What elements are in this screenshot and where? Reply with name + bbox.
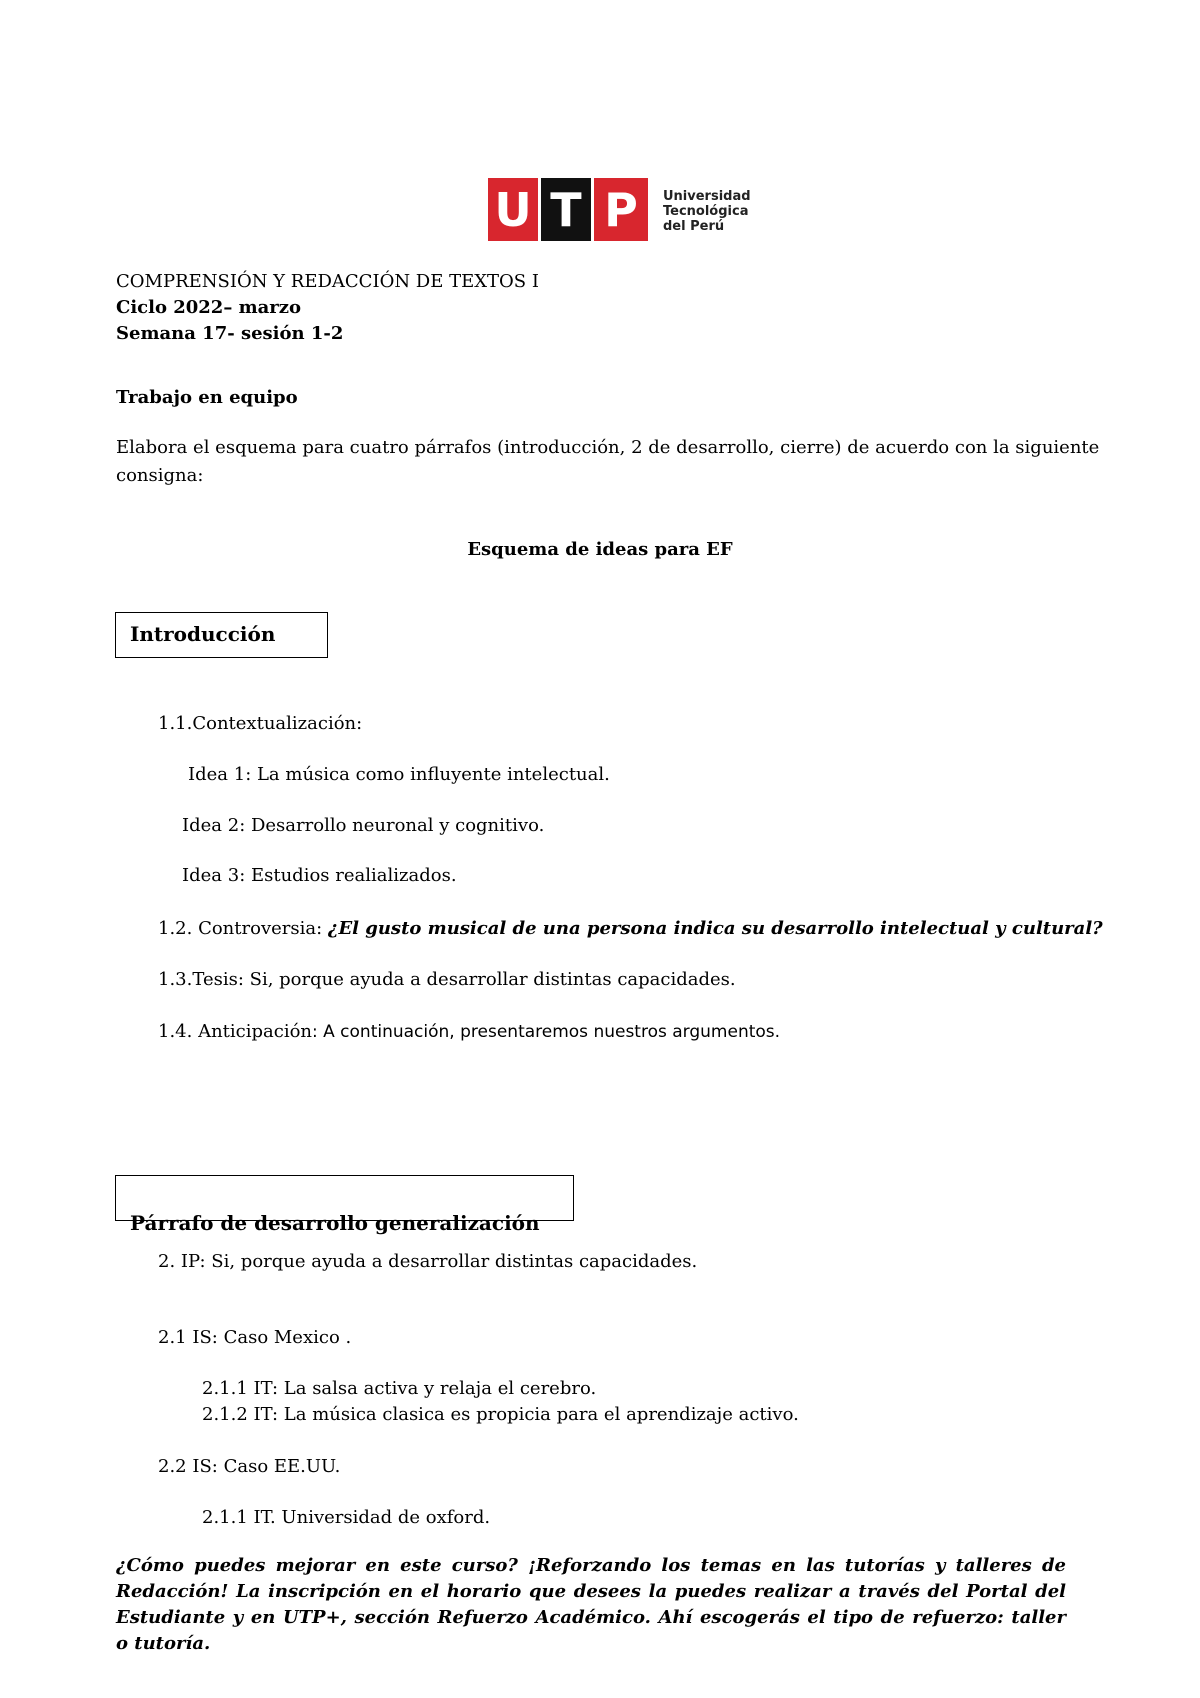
main-idea-line: 2. IP: Si, porque ayuda a desarrollar distintas capacidades. (158, 1251, 698, 1272)
controversy-question: ¿El gusto musical de una persona indica su desarrollo intelectual y cultural? (327, 918, 1103, 939)
footer-note: ¿Cómo puedes mejorar en este curso? ¡Reforzando los temas en las tutorías y talleres de Redacción! La inscripción en el horario que desees la puedes realizar a través del Portal del Estudiante y en UTP+, sección Refuerzo Académico. Ahí escogerás el tipo de refuerzo: taller o tutoría. (116, 1555, 1066, 1654)
tertiary-idea-3: 2.1.1 IT. Universidad de oxford. (202, 1507, 491, 1528)
idea-2: Idea 2: Desarrollo neuronal y cognitivo. (182, 815, 545, 836)
logo-block-p (594, 178, 648, 241)
utp-logo (488, 178, 751, 244)
contextualization-label: 1.1.Contextualización: (158, 713, 363, 734)
logo-letter-u: U (494, 183, 532, 237)
logo-block-u (488, 178, 538, 241)
intro-box-label: Introducción (130, 622, 276, 646)
course-title: COMPRENSIÓN Y REDACCIÓN DE TEXTOS I (116, 271, 539, 292)
week-label: Semana 17- sesión 1-2 (116, 323, 344, 344)
logo-letter-t: T (550, 183, 582, 237)
cycle-label: Ciclo 2022– marzo (116, 297, 302, 318)
controversy-line (158, 917, 1103, 941)
idea-1: Idea 1: La música como influyente intelectual. (188, 764, 610, 785)
logo-name-line-1: Universidad (663, 189, 751, 204)
secondary-idea-1: 2.1 IS: Caso Mexico . (158, 1327, 352, 1348)
instruction-line-1: Elabora el esquema para cuatro párrafos (introducción, 2 de desarrollo, cierre) de acuerdo con la siguiente (116, 437, 1100, 458)
logo-name-line-2: Tecnológica (663, 204, 749, 219)
logo-letter-p: P (604, 183, 638, 237)
anticipation-line (158, 1020, 780, 1044)
tertiary-idea-1: 2.1.1 IT: La salsa activa y relaja el cerebro. (202, 1378, 597, 1399)
anticipation-label: 1.4. Anticipación (158, 1021, 313, 1042)
anticipation-text: : A continuación, presentaremos nuestros argumentos. (312, 1022, 781, 1042)
instruction-line-2: consigna: (116, 465, 204, 486)
secondary-idea-2: 2.2 IS: Caso EE.UU. (158, 1456, 341, 1477)
controversy-label: 1.2. Controversia: (158, 918, 328, 939)
scheme-title: Esquema de ideas para EF (467, 539, 733, 560)
logo-block-t (541, 178, 591, 241)
development-box-label: Párrafo de desarrollo generalización (130, 1211, 540, 1235)
thesis-line: 1.3.Tesis: Si, porque ayuda a desarrollar distintas capacidades. (158, 969, 736, 990)
section-label: Trabajo en equipo (116, 387, 298, 408)
logo-name-line-3: del Perú (663, 219, 725, 234)
idea-3: Idea 3: Estudios realializados. (182, 865, 457, 886)
tertiary-idea-2: 2.1.2 IT: La música clasica es propicia para el aprendizaje activo. (202, 1404, 799, 1425)
